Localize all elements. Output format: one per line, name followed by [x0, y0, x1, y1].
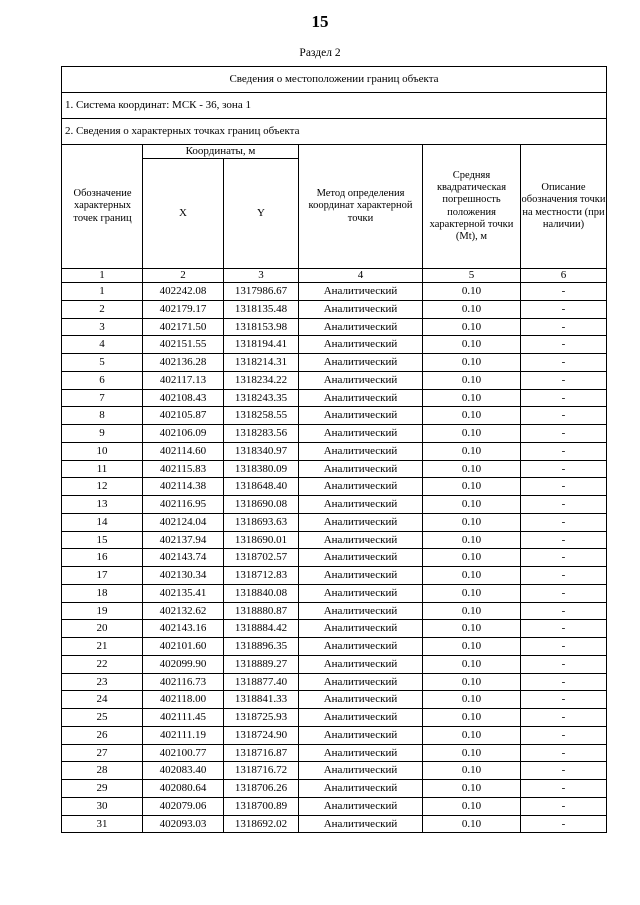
coord-system-line: 1. Система координат: МСК - 36, зона 1	[62, 93, 607, 119]
point-number-cell: 12	[62, 478, 143, 496]
y-coordinate-cell: 1318877.40	[224, 673, 299, 691]
table-row	[62, 513, 607, 531]
table-row	[62, 780, 607, 798]
point-number-cell: 17	[62, 567, 143, 585]
point-number-cell: 23	[62, 673, 143, 691]
x-coordinate-cell: 402105.87	[143, 407, 224, 425]
method-cell: Аналитический	[299, 283, 423, 301]
column-numbers-row	[62, 269, 607, 283]
description-cell: -	[521, 567, 607, 585]
column-number: 6	[521, 269, 607, 283]
page-number: 15	[311, 12, 329, 31]
description-cell: -	[521, 460, 607, 478]
y-coordinate-cell: 1318896.35	[224, 638, 299, 656]
y-coordinate-cell: 1318889.27	[224, 655, 299, 673]
x-coordinate-cell: 402106.09	[143, 425, 224, 443]
table-row	[62, 673, 607, 691]
error-cell: 0.10	[423, 478, 521, 496]
x-coordinate-cell: 402114.38	[143, 478, 224, 496]
table-row	[62, 797, 607, 815]
y-coordinate-cell: 1318716.72	[224, 762, 299, 780]
x-coordinate-cell: 402116.73	[143, 673, 224, 691]
error-cell: 0.10	[423, 726, 521, 744]
method-cell: Аналитический	[299, 318, 423, 336]
y-coordinate-cell: 1318716.87	[224, 744, 299, 762]
error-cell: 0.10	[423, 513, 521, 531]
description-cell: -	[521, 425, 607, 443]
error-cell: 0.10	[423, 691, 521, 709]
error-cell: 0.10	[423, 354, 521, 372]
y-coordinate-cell: 1318690.01	[224, 531, 299, 549]
point-number-cell: 1	[62, 283, 143, 301]
x-coordinate-cell: 402118.00	[143, 691, 224, 709]
description-cell: -	[521, 584, 607, 602]
error-cell: 0.10	[423, 797, 521, 815]
x-coordinate-cell: 402079.06	[143, 797, 224, 815]
x-coordinate-cell: 402136.28	[143, 354, 224, 372]
method-cell: Аналитический	[299, 620, 423, 638]
point-number-cell: 27	[62, 744, 143, 762]
table-row	[62, 300, 607, 318]
y-coordinate-cell: 1318724.90	[224, 726, 299, 744]
header-y: Y	[224, 159, 299, 269]
table-row	[62, 478, 607, 496]
x-coordinate-cell: 402093.03	[143, 815, 224, 833]
column-number: 4	[299, 269, 423, 283]
table-row	[62, 744, 607, 762]
y-coordinate-cell: 1318258.55	[224, 407, 299, 425]
method-cell: Аналитический	[299, 567, 423, 585]
y-coordinate-cell: 1318840.08	[224, 584, 299, 602]
y-coordinate-cell: 1317986.67	[224, 283, 299, 301]
method-cell: Аналитический	[299, 744, 423, 762]
y-coordinate-cell: 1318234.22	[224, 371, 299, 389]
table-row	[62, 726, 607, 744]
error-cell: 0.10	[423, 673, 521, 691]
x-coordinate-cell: 402242.08	[143, 283, 224, 301]
header-error: Средняя квадратическая погрешность положения характерной точки (Mt), м	[423, 145, 521, 269]
method-cell: Аналитический	[299, 513, 423, 531]
method-cell: Аналитический	[299, 442, 423, 460]
error-cell: 0.10	[423, 389, 521, 407]
point-number-cell: 2	[62, 300, 143, 318]
x-coordinate-cell: 402099.90	[143, 655, 224, 673]
point-number-cell: 10	[62, 442, 143, 460]
point-number-cell: 24	[62, 691, 143, 709]
description-cell: -	[521, 283, 607, 301]
description-cell: -	[521, 655, 607, 673]
table-row	[62, 460, 607, 478]
method-cell: Аналитический	[299, 389, 423, 407]
error-cell: 0.10	[423, 709, 521, 727]
error-cell: 0.10	[423, 638, 521, 656]
header-description: Описание обозначения точки на местности (при наличии)	[521, 145, 607, 269]
column-number: 1	[62, 269, 143, 283]
section-label: Раздел 2	[299, 47, 341, 59]
x-coordinate-cell: 402137.94	[143, 531, 224, 549]
point-number-cell: 13	[62, 496, 143, 514]
method-cell: Аналитический	[299, 300, 423, 318]
error-cell: 0.10	[423, 336, 521, 354]
point-number-cell: 15	[62, 531, 143, 549]
point-number-cell: 25	[62, 709, 143, 727]
description-cell: -	[521, 815, 607, 833]
x-coordinate-cell: 402101.60	[143, 638, 224, 656]
y-coordinate-cell: 1318880.87	[224, 602, 299, 620]
error-cell: 0.10	[423, 300, 521, 318]
description-cell: -	[521, 300, 607, 318]
method-cell: Аналитический	[299, 726, 423, 744]
point-number-cell: 14	[62, 513, 143, 531]
description-cell: -	[521, 478, 607, 496]
y-coordinate-cell: 1318340.97	[224, 442, 299, 460]
point-number-cell: 21	[62, 638, 143, 656]
x-coordinate-cell: 402080.64	[143, 780, 224, 798]
method-cell: Аналитический	[299, 780, 423, 798]
table-row	[62, 549, 607, 567]
table-row	[62, 691, 607, 709]
description-cell: -	[521, 709, 607, 727]
point-number-cell: 4	[62, 336, 143, 354]
error-cell: 0.10	[423, 584, 521, 602]
y-coordinate-cell: 1318194.41	[224, 336, 299, 354]
y-coordinate-cell: 1318648.40	[224, 478, 299, 496]
method-cell: Аналитический	[299, 371, 423, 389]
description-cell: -	[521, 531, 607, 549]
y-coordinate-cell: 1318884.42	[224, 620, 299, 638]
description-cell: -	[521, 549, 607, 567]
error-cell: 0.10	[423, 318, 521, 336]
boundary-points-table	[61, 66, 607, 833]
x-coordinate-cell: 402108.43	[143, 389, 224, 407]
description-cell: -	[521, 620, 607, 638]
x-coordinate-cell: 402114.60	[143, 442, 224, 460]
table-row	[62, 815, 607, 833]
description-cell: -	[521, 513, 607, 531]
x-coordinate-cell: 402111.19	[143, 726, 224, 744]
x-coordinate-cell: 402117.13	[143, 371, 224, 389]
error-cell: 0.10	[423, 762, 521, 780]
error-cell: 0.10	[423, 620, 521, 638]
point-number-cell: 30	[62, 797, 143, 815]
method-cell: Аналитический	[299, 584, 423, 602]
y-coordinate-cell: 1318135.48	[224, 300, 299, 318]
method-cell: Аналитический	[299, 531, 423, 549]
point-number-cell: 7	[62, 389, 143, 407]
y-coordinate-cell: 1318380.09	[224, 460, 299, 478]
x-coordinate-cell: 402132.62	[143, 602, 224, 620]
error-cell: 0.10	[423, 655, 521, 673]
x-coordinate-cell: 402143.74	[143, 549, 224, 567]
method-cell: Аналитический	[299, 709, 423, 727]
description-cell: -	[521, 354, 607, 372]
y-coordinate-cell: 1318153.98	[224, 318, 299, 336]
method-cell: Аналитический	[299, 478, 423, 496]
description-cell: -	[521, 762, 607, 780]
description-cell: -	[521, 371, 607, 389]
method-cell: Аналитический	[299, 336, 423, 354]
x-coordinate-cell: 402083.40	[143, 762, 224, 780]
header-x: X	[143, 159, 224, 269]
error-cell: 0.10	[423, 371, 521, 389]
table-row	[62, 318, 607, 336]
table-row	[62, 531, 607, 549]
point-number-cell: 20	[62, 620, 143, 638]
y-coordinate-cell: 1318693.63	[224, 513, 299, 531]
table-row	[62, 762, 607, 780]
point-number-cell: 26	[62, 726, 143, 744]
x-coordinate-cell: 402171.50	[143, 318, 224, 336]
error-cell: 0.10	[423, 407, 521, 425]
table-row	[62, 567, 607, 585]
error-cell: 0.10	[423, 567, 521, 585]
method-cell: Аналитический	[299, 762, 423, 780]
error-cell: 0.10	[423, 442, 521, 460]
column-number: 3	[224, 269, 299, 283]
method-cell: Аналитический	[299, 673, 423, 691]
point-number-cell: 9	[62, 425, 143, 443]
method-cell: Аналитический	[299, 655, 423, 673]
point-number-cell: 18	[62, 584, 143, 602]
table-row	[62, 655, 607, 673]
point-number-cell: 22	[62, 655, 143, 673]
point-number-cell: 6	[62, 371, 143, 389]
x-coordinate-cell: 402115.83	[143, 460, 224, 478]
description-cell: -	[521, 336, 607, 354]
table-row	[62, 389, 607, 407]
table-row	[62, 336, 607, 354]
point-number-cell: 28	[62, 762, 143, 780]
y-coordinate-cell: 1318692.02	[224, 815, 299, 833]
y-coordinate-cell: 1318690.08	[224, 496, 299, 514]
description-cell: -	[521, 638, 607, 656]
point-number-cell: 19	[62, 602, 143, 620]
method-cell: Аналитический	[299, 691, 423, 709]
description-cell: -	[521, 496, 607, 514]
method-cell: Аналитический	[299, 549, 423, 567]
description-cell: -	[521, 318, 607, 336]
y-coordinate-cell: 1318283.56	[224, 425, 299, 443]
x-coordinate-cell: 402124.04	[143, 513, 224, 531]
error-cell: 0.10	[423, 780, 521, 798]
y-coordinate-cell: 1318712.83	[224, 567, 299, 585]
table-row	[62, 442, 607, 460]
table-row	[62, 425, 607, 443]
y-coordinate-cell: 1318706.26	[224, 780, 299, 798]
error-cell: 0.10	[423, 496, 521, 514]
y-coordinate-cell: 1318243.35	[224, 389, 299, 407]
x-coordinate-cell: 402130.34	[143, 567, 224, 585]
points-title-line: 2. Сведения о характерных точках границ объекта	[62, 119, 607, 145]
method-cell: Аналитический	[299, 815, 423, 833]
y-coordinate-cell: 1318725.93	[224, 709, 299, 727]
description-cell: -	[521, 389, 607, 407]
table-row	[62, 407, 607, 425]
description-cell: -	[521, 797, 607, 815]
error-cell: 0.10	[423, 531, 521, 549]
table-row	[62, 371, 607, 389]
error-cell: 0.10	[423, 283, 521, 301]
table-row	[62, 709, 607, 727]
error-cell: 0.10	[423, 425, 521, 443]
method-cell: Аналитический	[299, 638, 423, 656]
error-cell: 0.10	[423, 744, 521, 762]
point-number-cell: 31	[62, 815, 143, 833]
point-number-cell: 11	[62, 460, 143, 478]
table-row	[62, 496, 607, 514]
description-cell: -	[521, 442, 607, 460]
header-coordinates: Координаты, м	[143, 145, 299, 159]
x-coordinate-cell: 402151.55	[143, 336, 224, 354]
method-cell: Аналитический	[299, 425, 423, 443]
y-coordinate-cell: 1318702.57	[224, 549, 299, 567]
point-number-cell: 8	[62, 407, 143, 425]
table-row	[62, 283, 607, 301]
description-cell: -	[521, 780, 607, 798]
x-coordinate-cell: 402116.95	[143, 496, 224, 514]
x-coordinate-cell: 402179.17	[143, 300, 224, 318]
method-cell: Аналитический	[299, 354, 423, 372]
header-designation: Обозначение характерных точек границ	[62, 145, 143, 269]
description-cell: -	[521, 726, 607, 744]
description-cell: -	[521, 744, 607, 762]
description-cell: -	[521, 407, 607, 425]
table-title: Сведения о местоположении границ объекта	[62, 67, 607, 93]
point-number-cell: 29	[62, 780, 143, 798]
y-coordinate-cell: 1318700.89	[224, 797, 299, 815]
method-cell: Аналитический	[299, 602, 423, 620]
column-number: 5	[423, 269, 521, 283]
description-cell: -	[521, 691, 607, 709]
method-cell: Аналитический	[299, 797, 423, 815]
column-number: 2	[143, 269, 224, 283]
x-coordinate-cell: 402100.77	[143, 744, 224, 762]
x-coordinate-cell: 402135.41	[143, 584, 224, 602]
table-row	[62, 638, 607, 656]
point-number-cell: 3	[62, 318, 143, 336]
error-cell: 0.10	[423, 815, 521, 833]
x-coordinate-cell: 402143.16	[143, 620, 224, 638]
point-number-cell: 5	[62, 354, 143, 372]
y-coordinate-cell: 1318841.33	[224, 691, 299, 709]
description-cell: -	[521, 673, 607, 691]
y-coordinate-cell: 1318214.31	[224, 354, 299, 372]
table-row	[62, 602, 607, 620]
method-cell: Аналитический	[299, 460, 423, 478]
table-row	[62, 354, 607, 372]
method-cell: Аналитический	[299, 407, 423, 425]
description-cell: -	[521, 602, 607, 620]
x-coordinate-cell: 402111.45	[143, 709, 224, 727]
error-cell: 0.10	[423, 460, 521, 478]
error-cell: 0.10	[423, 602, 521, 620]
error-cell: 0.10	[423, 549, 521, 567]
method-cell: Аналитический	[299, 496, 423, 514]
header-method: Метод определения координат характерной точки	[299, 145, 423, 269]
point-number-cell: 16	[62, 549, 143, 567]
table-row	[62, 620, 607, 638]
table-row	[62, 584, 607, 602]
